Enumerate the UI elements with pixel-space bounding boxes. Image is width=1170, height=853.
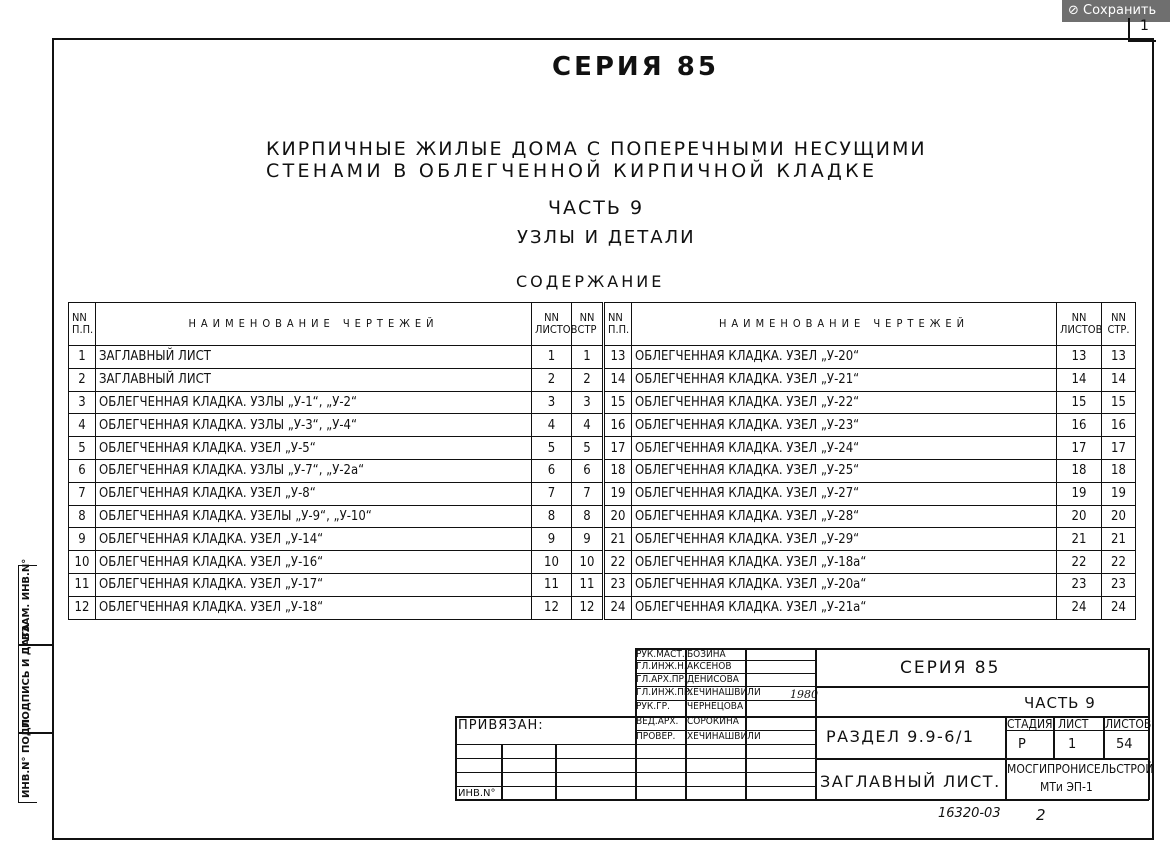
row-number: 20 xyxy=(605,505,632,528)
row-name: ОБЛЕГЧЕННАЯ КЛАДКА. УЗЕЛ „У-23“ xyxy=(632,414,1057,437)
sign-name: ХЕЧИНАШВИЛИ xyxy=(687,687,761,698)
row-page: 6 xyxy=(572,459,603,482)
sign-role: РУК.МАСТ. xyxy=(636,649,685,660)
row-name: ОБЛЕГЧЕННАЯ КЛАДКА. УЗЕЛ „У-17“ xyxy=(96,573,532,596)
stage-value: Р xyxy=(1018,737,1026,752)
sheets-label: ЛИСТОВ xyxy=(1105,717,1152,731)
table-row xyxy=(69,346,603,369)
contents-table-left xyxy=(68,302,603,620)
row-name: ОБЛЕГЧЕННАЯ КЛАДКА. УЗЕЛ „У-21“ xyxy=(632,368,1057,391)
row-name: ОБЛЕГЧЕННАЯ КЛАДКА. УЗЕЛ „У-25“ xyxy=(632,459,1057,482)
row-page: 13 xyxy=(1102,346,1136,369)
row-name: ОБЛЕГЧЕННАЯ КЛАДКА. УЗЕЛ „У-5“ xyxy=(96,437,532,460)
row-number: 7 xyxy=(69,482,96,505)
org-line-2: МТи ЭП-1 xyxy=(1040,780,1093,794)
row-number: 6 xyxy=(69,459,96,482)
row-sheet: 15 xyxy=(1057,391,1102,414)
row-number: 17 xyxy=(605,437,632,460)
row-sheet: 4 xyxy=(532,414,572,437)
table-row xyxy=(605,437,1136,460)
sign-name: ДЕНИСОВА xyxy=(687,674,739,685)
table-row xyxy=(69,459,603,482)
table-row xyxy=(69,505,603,528)
row-number: 22 xyxy=(605,551,632,574)
row-number: 3 xyxy=(69,391,96,414)
row-sheet: 24 xyxy=(1057,596,1102,619)
row-sheet: 1 xyxy=(532,346,572,369)
stamp-part: ЧАСТЬ 9 xyxy=(1024,694,1096,712)
contents-heading: СОДЕРЖАНИЕ xyxy=(516,272,665,291)
row-name: ОБЛЕГЧЕННАЯ КЛАДКА. УЗЕЛ „У-24“ xyxy=(632,437,1057,460)
row-name: ОБЛЕГЧЕННАЯ КЛАДКА. УЗЕЛ „У-18“ xyxy=(96,596,532,619)
table-row xyxy=(605,551,1136,574)
table-header-row xyxy=(605,303,1136,346)
row-page: 8 xyxy=(572,505,603,528)
row-page: 22 xyxy=(1102,551,1136,574)
row-name: ОБЛЕГЧЕННАЯ КЛАДКА. УЗЕЛ „У-22“ xyxy=(632,391,1057,414)
seria-title: СЕРИЯ 85 xyxy=(552,52,719,82)
row-page: 21 xyxy=(1102,528,1136,551)
row-page: 3 xyxy=(572,391,603,414)
table-row xyxy=(605,391,1136,414)
row-page: 20 xyxy=(1102,505,1136,528)
row-name: ОБЛЕГЧЕННАЯ КЛАДКА. УЗЕЛ „У-8“ xyxy=(96,482,532,505)
row-sheet: 14 xyxy=(1057,368,1102,391)
row-number: 23 xyxy=(605,573,632,596)
row-sheet: 23 xyxy=(1057,573,1102,596)
sign-role: ГЛ.АРХ.ПР. xyxy=(636,674,687,685)
row-number: 21 xyxy=(605,528,632,551)
row-name: ОБЛЕГЧЕННАЯ КЛАДКА. УЗЕЛ „У-28“ xyxy=(632,505,1057,528)
table-row xyxy=(605,414,1136,437)
main-title-line-1: КИРПИЧНЫЕ ЖИЛЫЕ ДОМА С ПОПЕРЕЧНЫМИ НЕСУЩИМИ xyxy=(266,138,927,160)
header-pages: NN СТР xyxy=(572,303,603,346)
row-sheet: 21 xyxy=(1057,528,1102,551)
row-page: 15 xyxy=(1102,391,1136,414)
row-page: 24 xyxy=(1102,596,1136,619)
sign-role: ВЕД.АРХ. xyxy=(636,716,679,727)
sign-role: ГЛ.ИНЖ.ПР. xyxy=(636,687,693,698)
sign-year: 1980 xyxy=(790,688,818,701)
row-name: ОБЛЕГЧЕННАЯ КЛАДКА. УЗЕЛ „У-20а“ xyxy=(632,573,1057,596)
org-line-1: МОСГИПРОНИСЕЛЬСТРОЙ xyxy=(1007,762,1154,776)
privyazan-label: ПРИВЯЗАН: xyxy=(458,718,544,733)
row-sheet: 16 xyxy=(1057,414,1102,437)
row-name: ОБЛЕГЧЕННАЯ КЛАДКА. УЗЕЛ „У-18а“ xyxy=(632,551,1057,574)
row-number: 16 xyxy=(605,414,632,437)
stage-label: СТАДИЯ xyxy=(1007,717,1053,731)
header-nn: NN П.П. xyxy=(605,303,632,346)
row-sheet: 22 xyxy=(1057,551,1102,574)
save-label: Сохранить xyxy=(1083,3,1157,18)
row-number: 15 xyxy=(605,391,632,414)
stamp-seria: СЕРИЯ 85 xyxy=(900,658,1001,678)
row-number: 8 xyxy=(69,505,96,528)
sign-role: ГЛ.ИНЖ.Н. xyxy=(636,661,687,672)
main-title-line-2: СТЕНАМИ В ОБЛЕГЧЕННОЙ КИРПИЧНОЙ КЛАДКЕ xyxy=(266,160,878,182)
row-number: 4 xyxy=(69,414,96,437)
sheets-value: 54 xyxy=(1116,737,1133,752)
row-name: ОБЛЕГЧЕННАЯ КЛАДКА. УЗЕЛЫ „У-9“, „У-10“ xyxy=(96,505,532,528)
stamp-section: РАЗДЕЛ 9.9-6/1 xyxy=(826,727,975,746)
row-name: ОБЛЕГЧЕННАЯ КЛАДКА. УЗЛЫ „У-1“, „У-2“ xyxy=(96,391,532,414)
row-sheet: 6 xyxy=(532,459,572,482)
row-page: 14 xyxy=(1102,368,1136,391)
side-vzam: ВЗАМ. ИНВ.N° xyxy=(21,558,32,640)
sign-name: ХЕЧИНАШВИЛИ xyxy=(687,731,761,742)
corner-page-number: 1 xyxy=(1140,18,1149,34)
row-number: 24 xyxy=(605,596,632,619)
table-row xyxy=(605,459,1136,482)
row-name: ОБЛЕГЧЕННАЯ КЛАДКА. УЗЛЫ „У-7“, „У-2а“ xyxy=(96,459,532,482)
table-header-row xyxy=(69,303,603,346)
row-sheet: 11 xyxy=(532,573,572,596)
row-number: 5 xyxy=(69,437,96,460)
row-sheet: 13 xyxy=(1057,346,1102,369)
row-name: ОБЛЕГЧЕННАЯ КЛАДКА. УЗЛЫ „У-3“, „У-4“ xyxy=(96,414,532,437)
row-number: 12 xyxy=(69,596,96,619)
table-row xyxy=(69,573,603,596)
row-sheet: 5 xyxy=(532,437,572,460)
row-name: ОБЛЕГЧЕННАЯ КЛАДКА. УЗЕЛ „У-16“ xyxy=(96,551,532,574)
row-sheet: 9 xyxy=(532,528,572,551)
header-sheets: NN ЛИСТОВ xyxy=(532,303,572,346)
row-sheet: 12 xyxy=(532,596,572,619)
side-podpis: ПОДПИСЬ И ДАТА xyxy=(21,623,32,728)
row-name: ОБЛЕГЧЕННАЯ КЛАДКА. УЗЕЛ „У-14“ xyxy=(96,528,532,551)
row-sheet: 19 xyxy=(1057,482,1102,505)
row-page: 11 xyxy=(572,573,603,596)
subtitle: УЗЛЫ И ДЕТАЛИ xyxy=(517,227,696,248)
sheet-label: ЛИСТ xyxy=(1058,717,1089,731)
table-row xyxy=(605,528,1136,551)
table-row xyxy=(69,391,603,414)
header-name: НАИМЕНОВАНИЕ ЧЕРТЕЖЕЙ xyxy=(632,303,1057,346)
row-name: ОБЛЕГЧЕННАЯ КЛАДКА. УЗЕЛ „У-20“ xyxy=(632,346,1057,369)
row-sheet: 17 xyxy=(1057,437,1102,460)
table-row xyxy=(605,346,1136,369)
table-row xyxy=(69,528,603,551)
table-row xyxy=(605,482,1136,505)
table-row xyxy=(69,551,603,574)
row-number: 10 xyxy=(69,551,96,574)
row-number: 1 xyxy=(69,346,96,369)
table-row xyxy=(69,596,603,619)
doc-title: ЗАГЛАВНЫЙ ЛИСТ. xyxy=(820,772,1001,791)
sign-name: БОЗИНА xyxy=(687,649,726,660)
table-row xyxy=(605,573,1136,596)
inv-label: ИНВ.N° xyxy=(458,788,496,799)
row-page: 1 xyxy=(572,346,603,369)
row-sheet: 20 xyxy=(1057,505,1102,528)
header-name: НАИМЕНОВАНИЕ ЧЕРТЕЖЕЙ xyxy=(96,303,532,346)
row-number: 13 xyxy=(605,346,632,369)
row-name: ОБЛЕГЧЕННАЯ КЛАДКА. УЗЕЛ „У-27“ xyxy=(632,482,1057,505)
table-row xyxy=(605,505,1136,528)
table-row xyxy=(69,414,603,437)
row-number: 9 xyxy=(69,528,96,551)
row-page: 4 xyxy=(572,414,603,437)
row-sheet: 3 xyxy=(532,391,572,414)
sign-name: ЧЕРНЕЦОВА xyxy=(687,701,744,712)
row-number: 18 xyxy=(605,459,632,482)
row-page: 7 xyxy=(572,482,603,505)
row-page: 16 xyxy=(1102,414,1136,437)
row-number: 11 xyxy=(69,573,96,596)
row-page: 23 xyxy=(1102,573,1136,596)
row-page: 9 xyxy=(572,528,603,551)
header-sheets: NN ЛИСТОВ xyxy=(1057,303,1102,346)
row-name: ЗАГЛАВНЫЙ ЛИСТ xyxy=(96,346,532,369)
row-page: 19 xyxy=(1102,482,1136,505)
table-row xyxy=(605,368,1136,391)
table-row xyxy=(69,437,603,460)
row-sheet: 10 xyxy=(532,551,572,574)
sheet-value: 1 xyxy=(1068,737,1077,752)
footer-code: 16320-03 xyxy=(938,806,1001,821)
row-number: 2 xyxy=(69,368,96,391)
row-name: ЗАГЛАВНЫЙ ЛИСТ xyxy=(96,368,532,391)
header-pages: NN СТР. xyxy=(1102,303,1136,346)
save-icon: ⊘ xyxy=(1068,3,1084,18)
table-row xyxy=(605,596,1136,619)
row-page: 10 xyxy=(572,551,603,574)
sign-name: АКСЕНОВ xyxy=(687,661,732,672)
row-page: 18 xyxy=(1102,459,1136,482)
sign-name: СОРОКИНА xyxy=(687,716,739,727)
side-inv-podl: ИНВ.N° ПОДЛ. xyxy=(21,715,32,798)
row-page: 12 xyxy=(572,596,603,619)
row-number: 19 xyxy=(605,482,632,505)
row-page: 5 xyxy=(572,437,603,460)
row-number: 14 xyxy=(605,368,632,391)
row-sheet: 7 xyxy=(532,482,572,505)
table-row xyxy=(69,368,603,391)
row-sheet: 2 xyxy=(532,368,572,391)
row-name: ОБЛЕГЧЕННАЯ КЛАДКА. УЗЕЛ „У-29“ xyxy=(632,528,1057,551)
sign-role: РУК.ГР. xyxy=(636,701,670,712)
sign-role: ПРОВЕР. xyxy=(636,731,676,742)
row-page: 2 xyxy=(572,368,603,391)
footer-number: 2 xyxy=(1036,806,1046,824)
row-page: 17 xyxy=(1102,437,1136,460)
row-name: ОБЛЕГЧЕННАЯ КЛАДКА. УЗЕЛ „У-21а“ xyxy=(632,596,1057,619)
row-sheet: 18 xyxy=(1057,459,1102,482)
part-title: ЧАСТЬ 9 xyxy=(548,197,645,219)
table-row xyxy=(69,482,603,505)
contents-table-right xyxy=(604,302,1136,620)
row-sheet: 8 xyxy=(532,505,572,528)
header-nn: NN П.П. xyxy=(69,303,96,346)
